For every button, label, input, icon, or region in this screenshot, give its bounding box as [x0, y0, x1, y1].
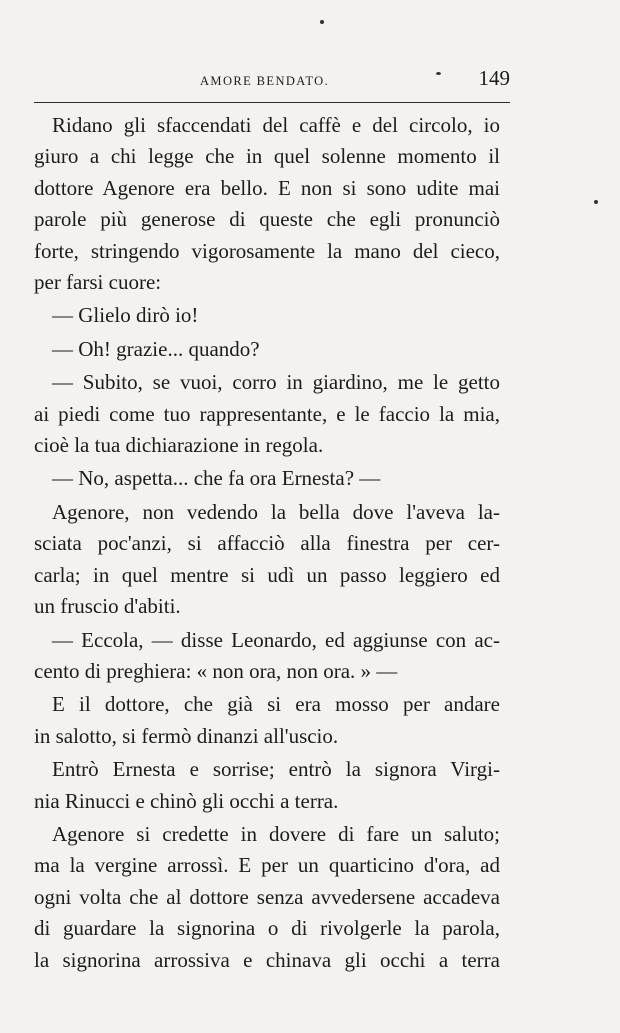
- text-line: ogni volta che al dottore senza avvedersene accadeva: [34, 884, 500, 909]
- paragraph: [34, 300, 500, 331]
- text-line: ma la vergine arrossì. E per un quarticino d'ora, ad: [34, 853, 500, 878]
- text-line: Agenore, non vedendo la bella dove l'aveva la-: [52, 499, 500, 524]
- text-line: un fruscio d'abiti.: [34, 594, 181, 619]
- text-line: per farsi cuore:: [34, 270, 162, 295]
- text-line: forte, stringendo vigorosamente la mano del cieco,: [34, 238, 500, 263]
- print-speck: [594, 200, 598, 204]
- text-line: giuro a chi legge che in quel solenne momento il: [34, 144, 500, 169]
- text-line: — No, aspetta... che fa ora Ernesta? —: [52, 466, 381, 491]
- text-line: ai piedi come tuo rappresentante, e le faccio la mia,: [34, 401, 500, 426]
- page-number: 149: [478, 66, 510, 90]
- text-line: carla; in quel mentre si udì un passo leggiero ed: [34, 562, 500, 587]
- paragraph: [34, 334, 500, 365]
- text-line: — Subito, se vuoi, corro in giardino, me le getto: [52, 370, 500, 395]
- paragraph: [34, 110, 500, 298]
- text-line: di guardare la signorina o di rivolgerle la parola,: [34, 916, 500, 941]
- paragraph: [34, 625, 500, 688]
- page-header: [34, 62, 510, 94]
- paragraph: [34, 463, 500, 494]
- text-line: nia Rinucci e chinò gli occhi a terra.: [34, 788, 339, 813]
- paragraph: [34, 819, 500, 976]
- paragraph: [34, 754, 500, 817]
- text-line: — Glielo dirò io!: [52, 303, 199, 328]
- text-line: sciata poc'anzi, si affacciò alla finestra per cer-: [34, 531, 500, 556]
- body-text: [34, 110, 500, 978]
- text-line: la signorina arrossiva e chinava gli occhi a terra: [34, 947, 500, 972]
- text-line: cento di preghiera: « non ora, non ora. » —: [34, 658, 398, 683]
- text-line: parole più generose di queste che egli pronunciò: [34, 207, 500, 232]
- text-line: Ridano gli sfaccendati del caffè e del circolo, io: [52, 113, 500, 137]
- text-line: in salotto, si fermò dinanzi all'uscio.: [34, 723, 339, 748]
- text-line: cioè la tua dichiarazione in regola.: [34, 433, 324, 458]
- print-speck: [320, 20, 324, 24]
- running-title: AMORE BENDATO.: [200, 74, 330, 88]
- header-rule: [34, 102, 510, 103]
- text-line: Agenore si credette in dovere di fare un saluto;: [52, 821, 500, 846]
- text-line: dottore Agenore era bello. E non si sono udite mai: [34, 175, 500, 200]
- text-line: — Eccola, — disse Leonardo, ed aggiunse con ac-: [52, 627, 500, 652]
- text-line: Entrò Ernesta e sorrise; entrò la signora Virgi-: [52, 757, 500, 782]
- paragraph: [34, 497, 500, 623]
- text-line: — Oh! grazie... quando?: [52, 336, 260, 361]
- paragraph: [34, 689, 500, 752]
- text-line: E il dottore, che già si era mosso per andare: [52, 692, 500, 717]
- paragraph: [34, 367, 500, 461]
